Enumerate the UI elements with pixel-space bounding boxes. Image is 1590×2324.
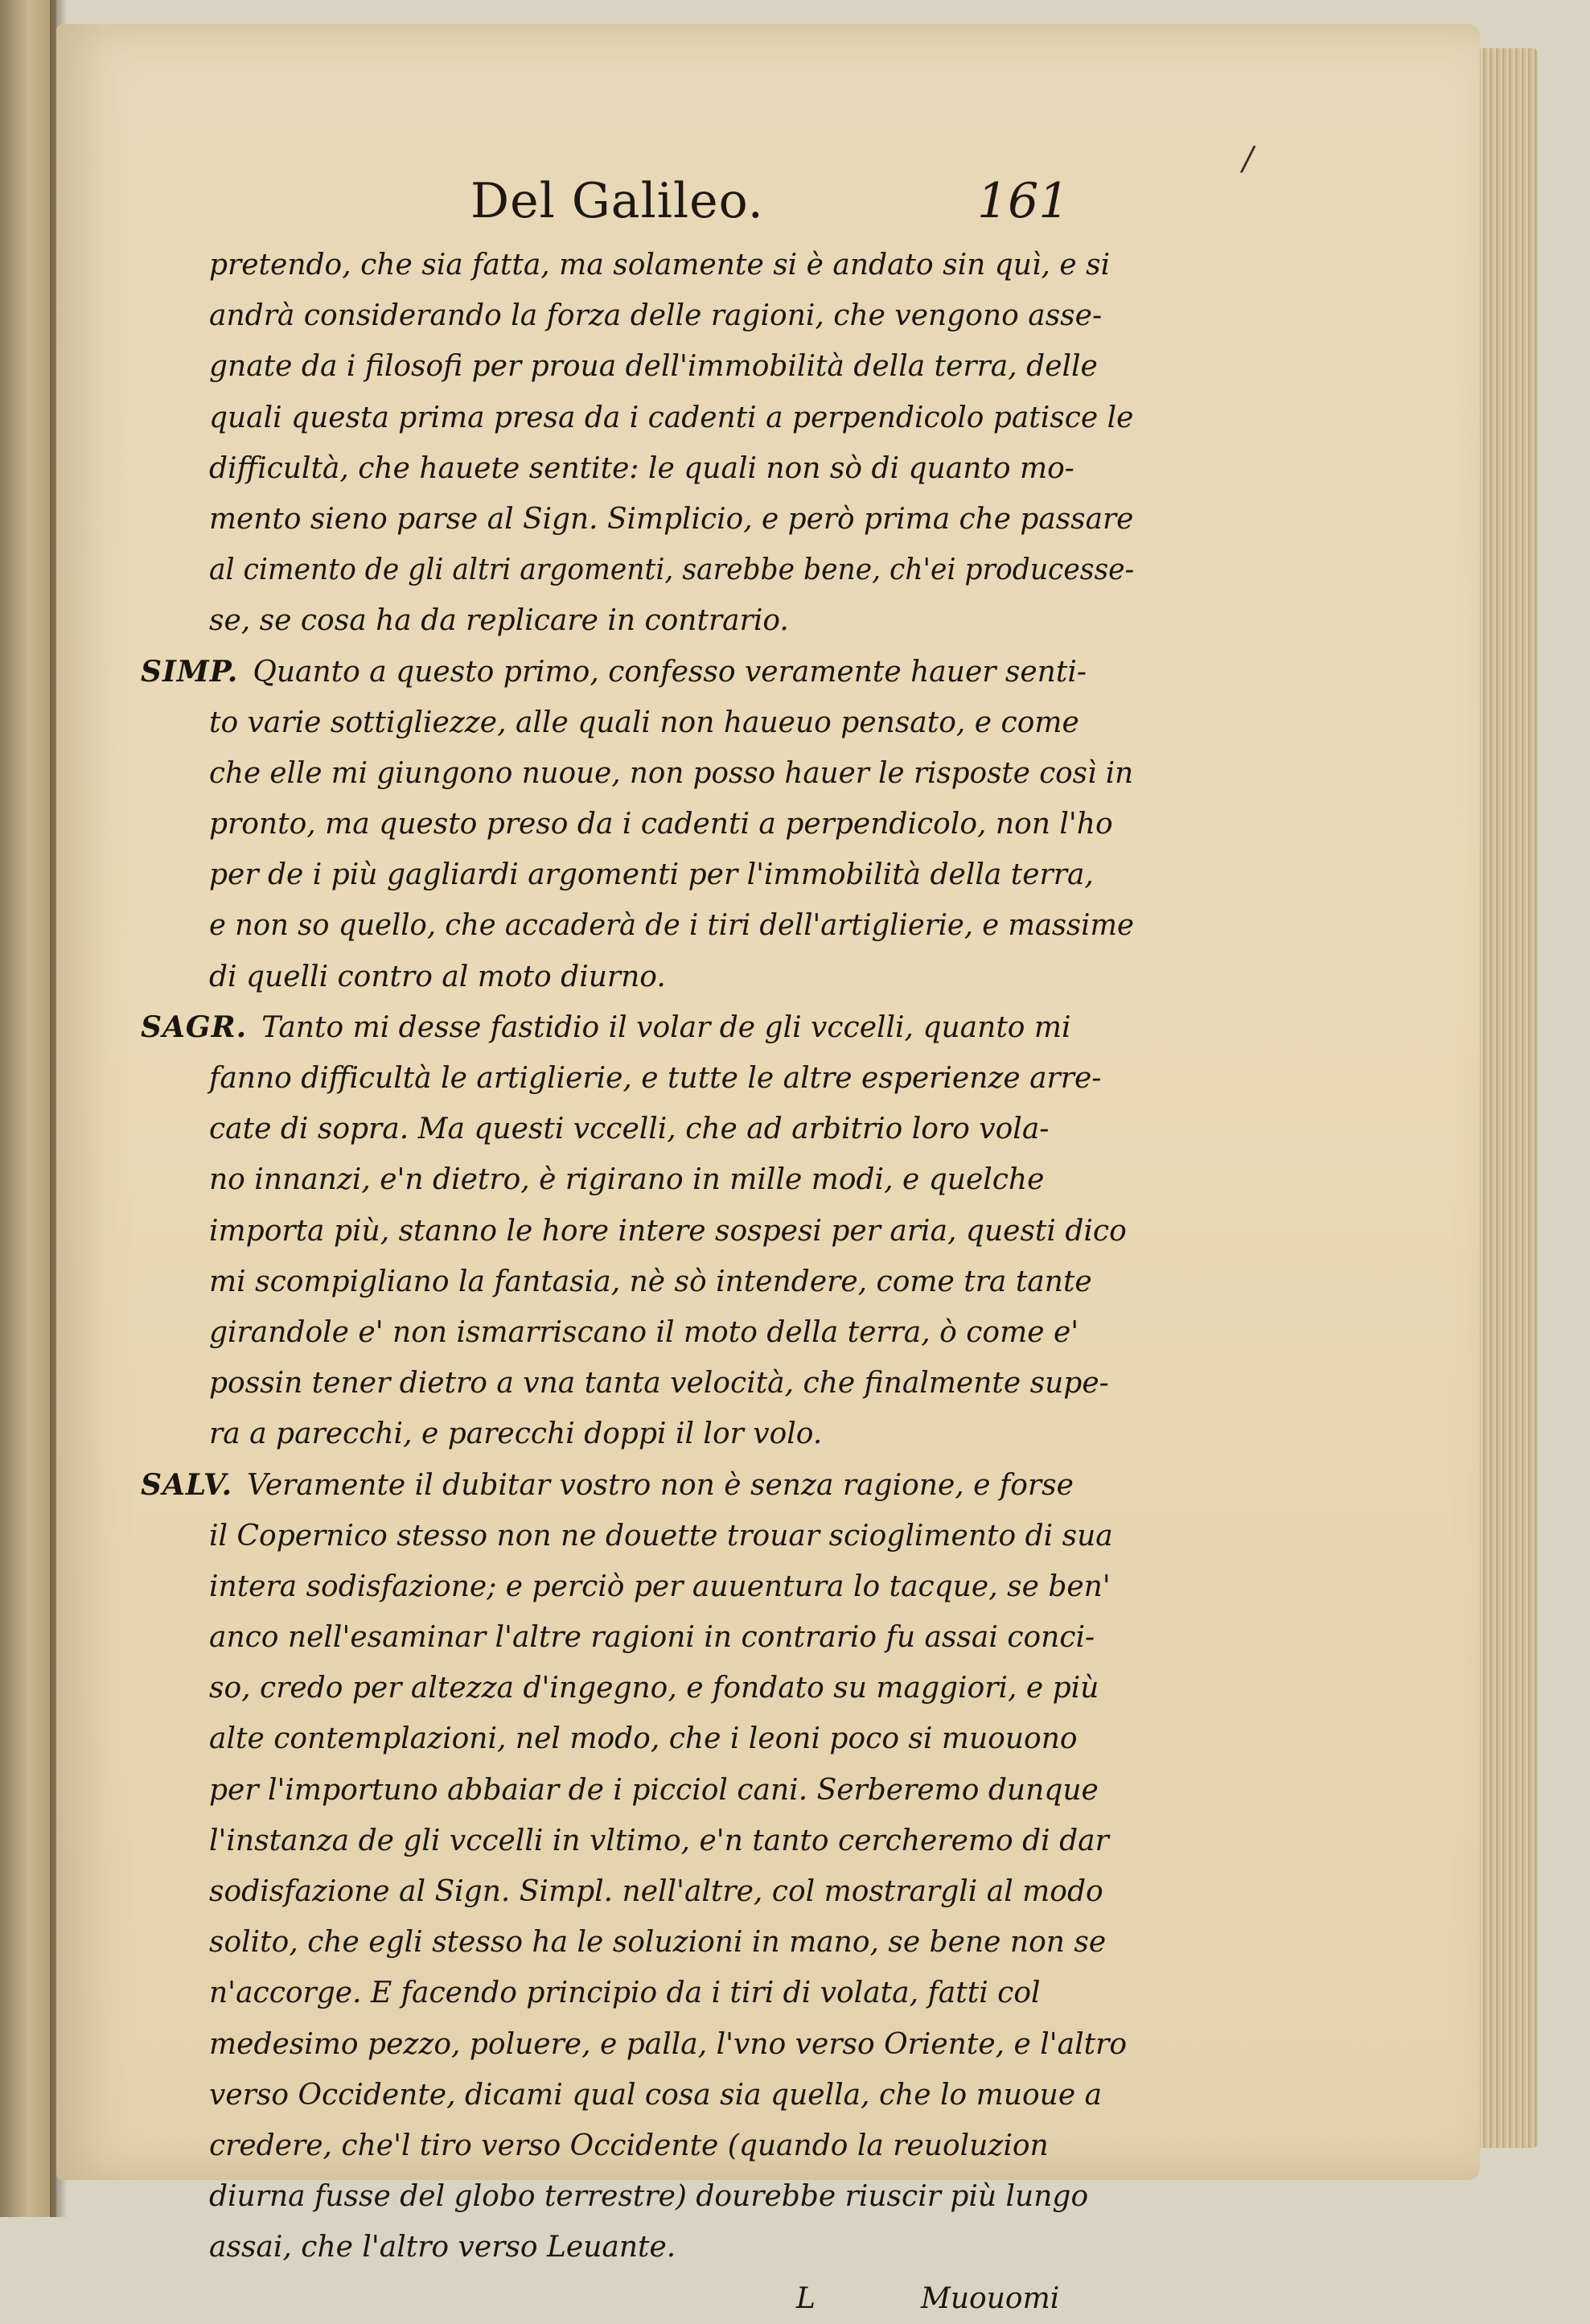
text-line xyxy=(141,545,1135,595)
line-text: assai, che l'altro verso Leuante. xyxy=(209,2231,676,2264)
text-line xyxy=(141,1053,1122,1104)
text-line xyxy=(141,341,1122,392)
text-line xyxy=(141,2171,1122,2222)
text-line xyxy=(141,1765,1122,1816)
text-line xyxy=(141,1257,1122,1307)
line-text: Tanto mi desse fastidio il volar de gli vccelli, quanto mi xyxy=(261,1010,1071,1044)
text-line xyxy=(141,1409,1122,1459)
line-text: n'accorge. E facendo principio da i tiri di volata, fatti col xyxy=(209,1976,1041,2010)
line-text: se, se cosa ha da replicare in contrario. xyxy=(209,604,789,638)
line-text: pretendo, che sia fatta, ma solamente si è andato sin quì, e si xyxy=(209,249,1111,282)
text-line xyxy=(141,393,1134,443)
line-text: sodisfazione al Sign. Simpl. nell'altre, col mostrargli al modo xyxy=(209,1875,1103,1908)
running-head: Del Galileo. xyxy=(470,173,764,229)
text-line xyxy=(141,900,1134,951)
line-text: l'instanza de gli vccelli in vltimo, e'n tanto cercheremo di dar xyxy=(209,1824,1109,1857)
line-text: fanno difficultà le artiglierie, e tutte le altre esperienze arre- xyxy=(209,1062,1102,1095)
line-text: intera sodisfazione; e perciò per auuentura lo tacque, se ben' xyxy=(209,1569,1111,1603)
line-text: mi scompigliano la fantasia, nè sò intendere, come tra tante xyxy=(209,1265,1092,1298)
text-line xyxy=(141,1917,1122,1968)
line-text: to varie sottigliezze, alle quali non haueuo pensato, e come xyxy=(209,705,1079,739)
facing-page-edge xyxy=(0,0,56,2217)
line-text: anco nell'esaminar l'altre ragioni in contrario fu assai conci- xyxy=(209,1621,1095,1655)
text-line xyxy=(141,1663,1122,1713)
text-line xyxy=(141,1968,1122,2018)
signature-mark: L xyxy=(796,2281,816,2315)
line-text: solito, che egli stesso ha le soluzioni in mano, se bene non se xyxy=(209,1926,1107,1960)
speaker-label: SALV. xyxy=(141,1467,233,1502)
text-line xyxy=(141,697,1122,748)
page-number: 161 xyxy=(977,173,1070,229)
text-line xyxy=(141,1154,1122,1205)
line-text: so, credo per altezza d'ingegno, e fondato su maggiori, e più xyxy=(209,1672,1099,1705)
text-line xyxy=(141,2070,1122,2120)
line-text: andrà considerando la forza delle ragioni, che vengono asse- xyxy=(209,299,1103,333)
line-text: possin tener dietro a vna tanta velocità, che finalmente supe- xyxy=(209,1367,1109,1401)
page-stack-edge xyxy=(1473,48,1538,2148)
text-line xyxy=(141,290,1122,341)
text-line xyxy=(141,799,1122,849)
line-text: girandole e' non ismarriscano il moto della terra, ò come e' xyxy=(209,1315,1079,1349)
text-line xyxy=(141,443,1122,494)
line-text: medesimo pezzo, poluere, e palla, l'vno verso Oriente, e l'altro xyxy=(209,2027,1127,2061)
line-text: per l'importuno abbaiar de i picciol cani. Serberemo dunque xyxy=(209,1773,1099,1807)
line-text: di quelli contro al moto diurno. xyxy=(209,960,666,993)
text-line xyxy=(141,1358,1122,1409)
text-line xyxy=(141,1511,1122,1561)
line-text: cate di sopra. Ma questi vccelli, che ad arbitrio loro vola- xyxy=(209,1113,1050,1146)
line-text: quali questa prima presa da i cadenti a perpendicolo patisce le xyxy=(209,401,1134,434)
line-text: difficultà, che hauete sentite: le quali non sò di quanto mo- xyxy=(209,451,1074,485)
text-line xyxy=(141,849,1122,900)
text-line xyxy=(141,1206,1127,1257)
line-text: ra a parecchi, e parecchi doppi il lor volo. xyxy=(209,1417,823,1451)
text-line xyxy=(141,952,1122,1002)
text-line xyxy=(141,1104,1122,1154)
line-text: verso Occidente, dicami qual cosa sia quella, che lo muoue a xyxy=(209,2078,1103,2112)
speaker-label: SIMP. xyxy=(141,654,239,689)
catchword: Muouomi xyxy=(921,2281,1060,2315)
page-header xyxy=(0,173,1590,245)
text-line xyxy=(141,1713,1122,1764)
line-text: Quanto a questo primo, confesso veramente hauer senti- xyxy=(253,655,1087,689)
line-text: che elle mi giungono nuoue, non posso hauer le risposte così in xyxy=(209,756,1134,790)
text-line xyxy=(141,1002,1122,1053)
line-text: gnate da i filosofi per proua dell'immobilità della terra, delle xyxy=(209,350,1098,384)
line-text: al cimento de gli altri argomenti, sarebbe bene, ch'ei producesse- xyxy=(209,553,1135,587)
text-line xyxy=(141,647,1122,697)
line-text: pronto, ma questo preso da i cadenti a perpendicolo, non l'ho xyxy=(209,808,1113,841)
text-line xyxy=(141,748,1134,799)
text-line xyxy=(141,2120,1122,2171)
body-text xyxy=(141,240,1135,2324)
line-text: no innanzi, e'n dietro, è rigirano in mille modi, e quelche xyxy=(209,1163,1045,1197)
text-line xyxy=(141,595,1122,646)
line-text: mento sieno parse al Sign. Simplicio, e però prima che passare xyxy=(209,502,1134,536)
speaker-label: SAGR. xyxy=(141,1010,248,1044)
text-line xyxy=(141,1866,1122,1917)
bleed-through-text xyxy=(1142,314,1464,1601)
page-footer xyxy=(141,2273,1122,2324)
line-text: Veramente il dubitar vostro non è senza ragione, e forse xyxy=(247,1468,1074,1502)
text-line xyxy=(141,494,1134,545)
line-text: diurna fusse del globo terrestre) dourebbe riuscir più lungo xyxy=(209,2180,1089,2214)
text-line xyxy=(141,1816,1122,1866)
line-text: e non so quello, che accaderà de i tiri dell'artiglierie, e massime xyxy=(209,909,1134,943)
text-line xyxy=(141,2019,1127,2070)
text-line xyxy=(141,1460,1122,1511)
text-line xyxy=(141,1561,1122,1612)
line-text: per de i più gagliardi argomenti per l'immobilità della terra, xyxy=(209,858,1094,892)
text-line xyxy=(141,1307,1122,1358)
line-text: credere, che'l tiro verso Occidente (quando la reuoluzion xyxy=(209,2129,1049,2162)
line-text: alte contemplazioni, nel modo, che i leoni poco si muouono xyxy=(209,1722,1078,1756)
line-text: il Copernico stesso non ne douette trouar scioglimento di sua xyxy=(209,1519,1113,1553)
text-line xyxy=(141,2222,1122,2273)
text-line xyxy=(141,1612,1122,1663)
text-line xyxy=(141,240,1122,290)
line-text: importa più, stanno le hore intere sospesi per aria, questi dico xyxy=(209,1214,1127,1248)
margin-pencil-mark: / xyxy=(1243,141,1254,178)
